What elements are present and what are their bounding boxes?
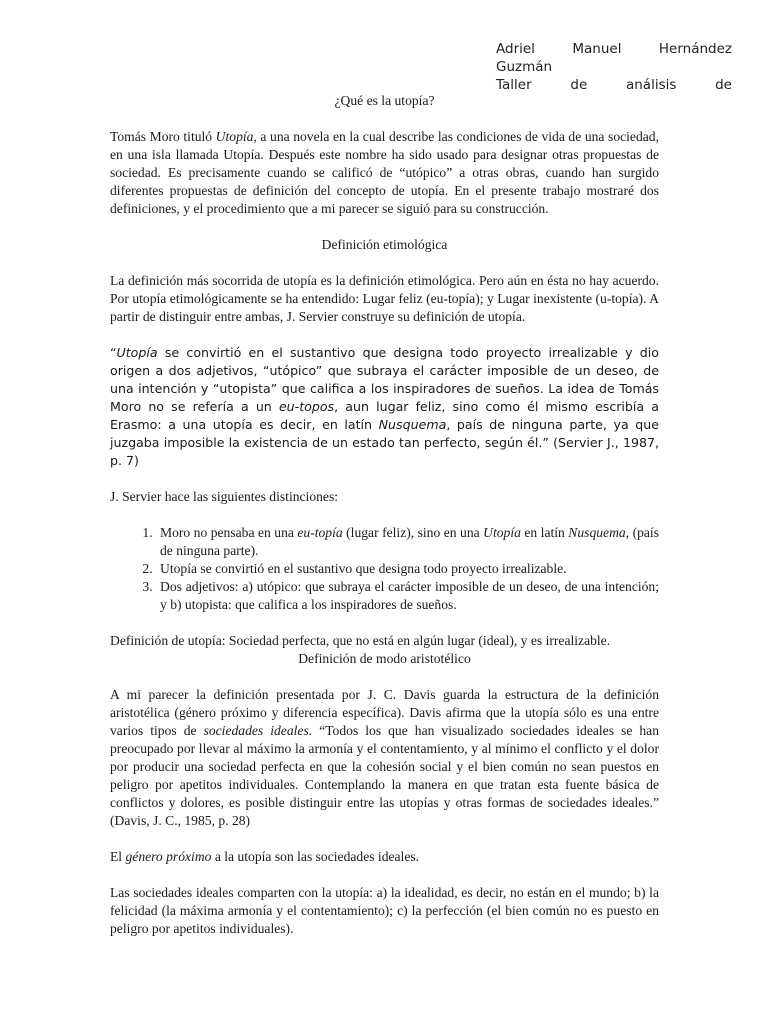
text-run: se convirtió en el sustantivo que designa todo proyecto irrealizable y dio origen a dos adjetivos, “utópico” que subraya el carácter imposible de un deseo, de una intención y “utopista” que califica a los inspiradores de sueños. La idea de Tomás Moro no se refería a un (110, 345, 659, 414)
text-run: en latín (520, 525, 569, 540)
author-last-name: Hernández (658, 41, 732, 57)
utopia-definition: Definición de utopía: Sociedad perfecta, que no está en algún lugar (ideal), y es irrealizable. (110, 633, 611, 648)
servier-quote (110, 344, 659, 470)
list-item: 3. Dos adjetivos: a) utópico: que subraya el carácter imposible de un deseo, de una intención; y b) utopista: que califica a los inspiradores de sueños. (156, 578, 659, 614)
text-run: “ (110, 345, 117, 360)
list-item (156, 524, 659, 560)
author-second-surname: Guzmán (496, 59, 553, 75)
italic-run: sociedades ideales. (203, 723, 313, 738)
course-word-1: Taller (496, 77, 532, 93)
course-word-2: de (570, 77, 588, 93)
author-middle-name: Manuel (572, 41, 622, 57)
italic-run: Nusquema (378, 417, 447, 432)
text-run: , país de ninguna parte, ya que juzgaba imposible la existencia de un estado tan perfecto, según él.” (Servier J., 1987, p. 7) (110, 417, 659, 468)
text-run: Moro no pensaba en una (160, 525, 298, 540)
author-first-name: Adriel (496, 41, 535, 57)
distinctions-list (110, 524, 659, 614)
italic-run: género próximo (125, 849, 212, 864)
italic-run: Nusquema (568, 525, 626, 540)
text-run: , aun lugar feliz, sino como él mismo escribía a Erasmo: a una utopía es decir, en latín (110, 399, 659, 432)
text-run: , (país de ninguna parte). (160, 525, 659, 558)
intro-paragraph (110, 128, 659, 218)
genero-proximo-paragraph (110, 848, 659, 866)
course-word-3: análisis (625, 77, 677, 93)
italic-run: Utopía (483, 525, 521, 540)
section-heading-aristotelian: Definición de modo aristotélico (298, 651, 471, 666)
text-run: a la utopía son las sociedades ideales. (211, 849, 420, 864)
course-word-4: de (715, 77, 732, 93)
document-title: ¿Qué es la utopía? (334, 93, 435, 108)
text-run: “Todos los que han visualizado sociedades ideales se han preocupado por llevar al máximo la armonía y el contentamiento, y al mínimo el conflicto y el dolor por producir una sociedad perfecta en que la cohesión social y el bien común no sean puestos en peligro por apetitos individuales. Contemplando la manera en que tratan esta fuente básica de conflictos y dolores, es posible distinguir entre las utopías y otras formas de sociedades ideales.” (Davis, J. C., 1985, p. 28) (110, 723, 659, 828)
author-header (496, 40, 732, 93)
davis-paragraph (110, 686, 659, 830)
author-name-line (496, 40, 732, 58)
text-run: Tomás Moro tituló (110, 129, 216, 144)
text-run: a una novela en la cual describe las condiciones de vida de una sociedad, en una isla llamada Utopía. Después este nombre ha sido usado para designar otras propuestas de sociedad. Es precisamente cuando se calificó de “utópico” a otras obras, cuando han surgido diferentes propuestas de definición del concepto de utopía. En el presente trabajo mostraré dos definiciones, y el procedimiento que a mi parecer se siguió para su construcción. (110, 129, 659, 216)
shared-traits-paragraph: Las sociedades ideales comparten con la utopía: a) la idealidad, es decir, no están en el mundo; b) la felicidad (la máxima armonía y el contentamiento); c) la perfección (el bien común no es puesto en peligro por apetitos individuales). (110, 885, 659, 936)
etymology-paragraph: La definición más socorrida de utopía es la definición etimológica. Pero aún en ésta no hay acuerdo. Por utopía etimológicamente se ha entendido: Lugar feliz (eu-topía); y Lugar inexistente (u-topía). A partir de distinguir entre ambas, J. Servier construye su definición de utopía. (110, 273, 659, 324)
italic-run: eu-topía (297, 525, 343, 540)
section-heading-etymological: Definición etimológica (321, 237, 448, 252)
distinctions-intro: J. Servier hace las siguientes distinciones: (110, 489, 339, 504)
list-item: 2. Utopía se convirtió en el sustantivo que designa todo proyecto irrealizable. (156, 560, 659, 578)
text-run: El (110, 849, 126, 864)
text-run: A mi parecer la definición presentada por J. C. Davis guarda la estructura de la definición aristotélica (género próximo y diferencia específica). Davis afirma que la utopía sólo es una entre varios tipos de (110, 687, 659, 738)
italic-run: Utopía, (215, 129, 257, 144)
document-body (110, 92, 659, 956)
italic-run: eu-topos (278, 399, 335, 414)
text-run: (lugar feliz), sino en una (342, 525, 484, 540)
italic-run: Utopía (116, 345, 158, 360)
